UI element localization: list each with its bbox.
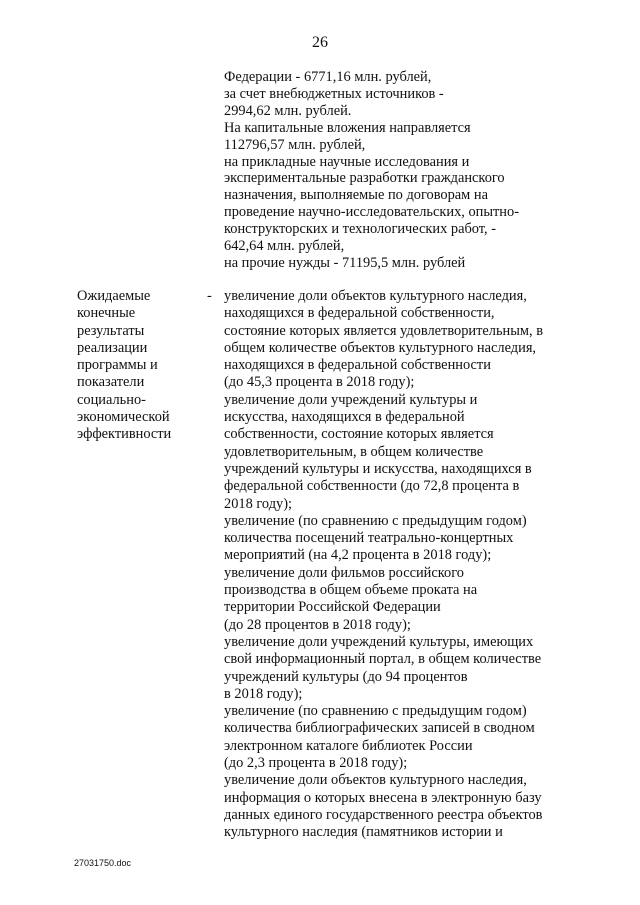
text-line: находящихся в федеральной собственности — [224, 357, 491, 374]
text-line: увеличение доли учреждений культуры, имеющих — [224, 633, 534, 650]
funding-line: 642,64 млн. рублей, — [224, 238, 345, 255]
footer-filename: 27031750.doc — [74, 858, 132, 868]
text-line: учреждений культуры и искусства, находящихся в — [224, 460, 532, 477]
text-line: мероприятий (на 4,2 процента в 2018 году); — [224, 547, 492, 564]
funding-line: проведение научно-исследовательских, опытно- — [224, 204, 519, 221]
text-line: общем количестве объектов культурного наследия, — [224, 339, 537, 356]
text-line: данных единого государственного реестра объектов — [224, 806, 543, 823]
text-line: состояние которых является удовлетворительным, в — [224, 322, 543, 339]
section-label-line: социально- — [77, 391, 146, 408]
text-line: находящихся в федеральной собственности, — [224, 305, 495, 322]
text-line: собственности, состояние которых является — [224, 426, 494, 443]
section-label-line: результаты — [77, 322, 145, 339]
text-line: учреждений культуры (до 94 процентов — [224, 668, 468, 685]
text-line: увеличение доли фильмов российского — [224, 564, 464, 581]
section-label-line: Ожидаемые — [77, 288, 151, 304]
text-line: количества посещений театрально-концертных — [224, 530, 514, 547]
funding-line: конструкторских и технологических работ, - — [224, 221, 497, 238]
funding-line: на прикладные научные исследования и — [224, 153, 470, 170]
section-label-line: конечные — [77, 305, 136, 322]
funding-line: за счет внебюджетных источников - — [224, 85, 444, 102]
text-line: (до 28 процентов в 2018 году); — [224, 616, 411, 633]
text-line: федеральной собственности (до 72,8 процента в — [224, 478, 520, 495]
funding-line: экспериментальные разработки гражданского — [224, 170, 505, 187]
funding-line: на прочие нужды - 71195,5 млн. рублей — [224, 254, 466, 271]
text-line: увеличение доли объектов культурного наследия, — [224, 772, 527, 789]
text-line: искусства, находящихся в федеральной — [224, 409, 465, 426]
funding-line: 112796,57 млн. рублей, — [224, 136, 366, 153]
text-line: (до 2,3 процента в 2018 году); — [224, 755, 408, 772]
section-label-line: экономической — [77, 409, 170, 426]
section-label-line: реализации — [77, 339, 148, 356]
text-line: свой информационный портал, в общем количестве — [224, 651, 542, 668]
text-line: 2018 году); — [224, 495, 293, 512]
funding-block — [224, 69, 604, 272]
text-line: производства в общем объеме проката на — [224, 582, 478, 599]
section-label-line: показатели — [77, 374, 145, 391]
text-line: информация о которых внесена в электронную базу — [224, 789, 542, 806]
funding-line: 2994,62 млн. рублей. — [224, 102, 352, 119]
text-line: увеличение доли объектов культурного наследия, — [224, 288, 527, 304]
text-line: (до 45,3 процента в 2018 году); — [224, 374, 415, 391]
section-text — [224, 288, 604, 842]
text-line: электронном каталоге библиотек России — [224, 737, 473, 754]
page-number: 26 — [312, 34, 328, 51]
section-dash: - — [207, 288, 212, 304]
funding-line: Федерации - 6771,16 млн. рублей, — [224, 69, 432, 85]
section-label-line: программы и — [77, 357, 158, 374]
funding-line: На капитальные вложения направляется — [224, 119, 471, 136]
text-line: в 2018 году); — [224, 685, 303, 702]
text-line: количества библиографических записей в сводном — [224, 720, 535, 737]
text-line: увеличение (по сравнению с предыдущим годом) — [224, 703, 527, 720]
text-line: увеличение (по сравнению с предыдущим годом) — [224, 512, 527, 529]
text-line: увеличение доли учреждений культуры и — [224, 391, 478, 408]
text-line: территории Российской Федерации — [224, 599, 441, 616]
funding-line: назначения, выполняемые по договорам на — [224, 187, 488, 204]
text-line: удовлетворительным, в общем количестве — [224, 443, 484, 460]
section-label — [77, 288, 197, 444]
text-line: культурного наследия (памятников истории и — [224, 824, 503, 841]
section-label-line: эффективности — [77, 426, 172, 443]
